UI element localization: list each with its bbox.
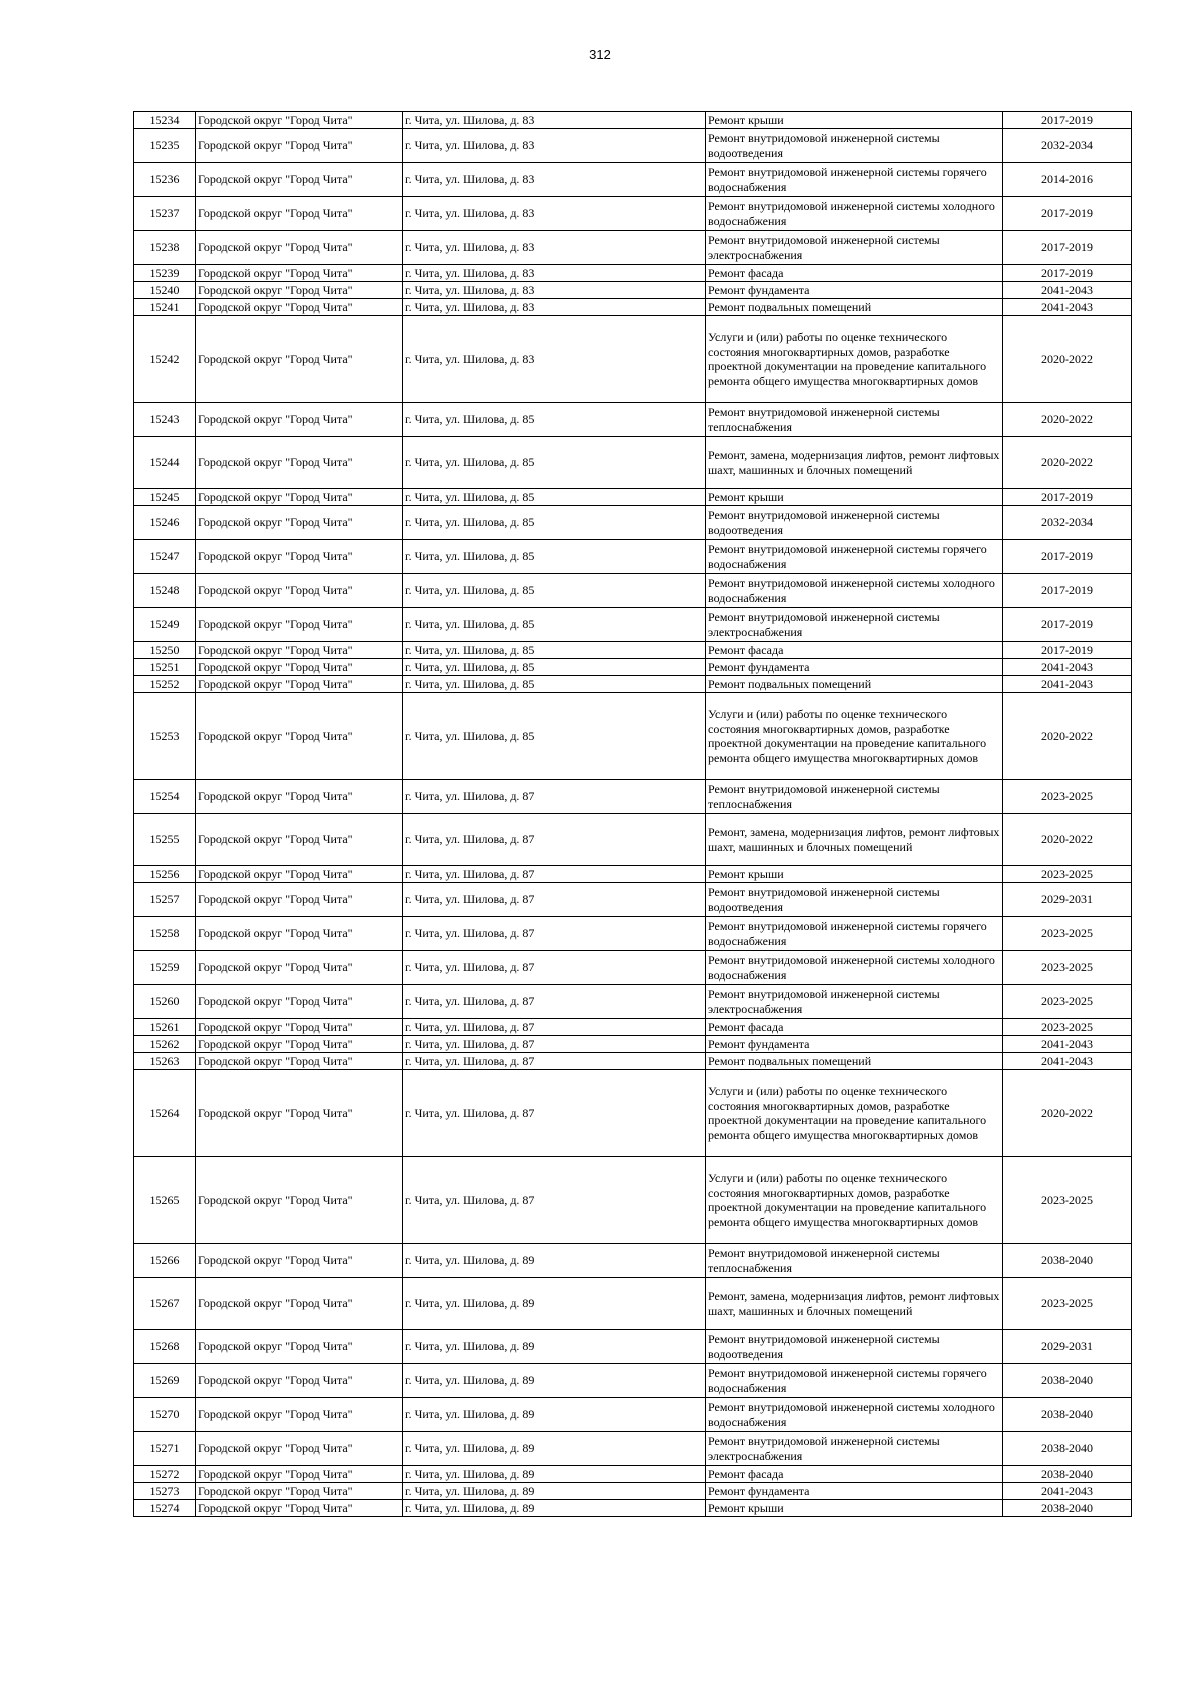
- cell-municipality: Городской округ "Город Чита": [196, 780, 403, 814]
- cell-address: г. Чита, ул. Шилова, д. 87: [403, 883, 706, 917]
- cell-period: 2023-2025: [1003, 780, 1132, 814]
- cell-period: 2023-2025: [1003, 985, 1132, 1019]
- table-row: [134, 780, 1132, 814]
- capital-repair-table: [133, 111, 1132, 1517]
- cell-period: 2020-2022: [1003, 437, 1132, 489]
- cell-work-type: Ремонт внутридомовой инженерной системы холодного водоснабжения: [706, 574, 1003, 608]
- cell-address: г. Чита, ул. Шилова, д. 89: [403, 1244, 706, 1278]
- cell-number: 15239: [134, 265, 196, 282]
- cell-number: 15236: [134, 163, 196, 197]
- cell-number: 15248: [134, 574, 196, 608]
- cell-municipality: Городской округ "Город Чита": [196, 282, 403, 299]
- table-row: [134, 951, 1132, 985]
- cell-work-type: Ремонт фундамента: [706, 659, 1003, 676]
- cell-municipality: Городской округ "Город Чита": [196, 1483, 403, 1500]
- cell-period: 2017-2019: [1003, 231, 1132, 265]
- table-row: [134, 814, 1132, 866]
- cell-municipality: Городской округ "Город Чита": [196, 693, 403, 780]
- cell-period: 2014-2016: [1003, 163, 1132, 197]
- table-row: [134, 231, 1132, 265]
- cell-period: 2041-2043: [1003, 1053, 1132, 1070]
- cell-municipality: Городской округ "Город Чита": [196, 1466, 403, 1483]
- cell-work-type: Ремонт внутридомовой инженерной системы водоотведения: [706, 506, 1003, 540]
- cell-work-type: Услуги и (или) работы по оценке технического состояния многоквартирных домов, разработке проектной документации на проведение капитального ремонта общего имущества многоквартирных домов: [706, 1157, 1003, 1244]
- cell-address: г. Чита, ул. Шилова, д. 87: [403, 780, 706, 814]
- cell-work-type: Ремонт фасада: [706, 265, 1003, 282]
- table-row: [134, 1364, 1132, 1398]
- cell-municipality: Городской округ "Город Чита": [196, 403, 403, 437]
- cell-number: 15245: [134, 489, 196, 506]
- table-row: [134, 574, 1132, 608]
- cell-period: 2020-2022: [1003, 814, 1132, 866]
- cell-address: г. Чита, ул. Шилова, д. 85: [403, 642, 706, 659]
- cell-period: 2017-2019: [1003, 489, 1132, 506]
- cell-period: 2017-2019: [1003, 574, 1132, 608]
- cell-work-type: Ремонт внутридомовой инженерной системы холодного водоснабжения: [706, 197, 1003, 231]
- cell-work-type: Ремонт внутридомовой инженерной системы электроснабжения: [706, 608, 1003, 642]
- cell-period: 2017-2019: [1003, 608, 1132, 642]
- table-row: [134, 1157, 1132, 1244]
- cell-address: г. Чита, ул. Шилова, д. 89: [403, 1364, 706, 1398]
- cell-number: 15256: [134, 866, 196, 883]
- table-row: [134, 608, 1132, 642]
- cell-municipality: Городской округ "Город Чита": [196, 1500, 403, 1517]
- cell-address: г. Чита, ул. Шилова, д. 85: [403, 659, 706, 676]
- cell-period: 2017-2019: [1003, 265, 1132, 282]
- cell-period: 2017-2019: [1003, 112, 1132, 129]
- cell-work-type: Услуги и (или) работы по оценке технического состояния многоквартирных домов, разработке проектной документации на проведение капитального ремонта общего имущества многоквартирных домов: [706, 1070, 1003, 1157]
- cell-work-type: Ремонт внутридомовой инженерной системы водоотведения: [706, 883, 1003, 917]
- cell-address: г. Чита, ул. Шилова, д. 83: [403, 282, 706, 299]
- table-row: [134, 642, 1132, 659]
- cell-number: 15235: [134, 129, 196, 163]
- cell-municipality: Городской округ "Город Чита": [196, 265, 403, 282]
- cell-address: г. Чита, ул. Шилова, д. 83: [403, 112, 706, 129]
- cell-municipality: Городской округ "Город Чита": [196, 1019, 403, 1036]
- cell-municipality: Городской округ "Город Чита": [196, 917, 403, 951]
- cell-number: 15260: [134, 985, 196, 1019]
- cell-work-type: Ремонт внутридомовой инженерной системы электроснабжения: [706, 1432, 1003, 1466]
- cell-number: 15241: [134, 299, 196, 316]
- cell-number: 15240: [134, 282, 196, 299]
- cell-address: г. Чита, ул. Шилова, д. 89: [403, 1466, 706, 1483]
- cell-municipality: Городской округ "Город Чита": [196, 1432, 403, 1466]
- cell-address: г. Чита, ул. Шилова, д. 87: [403, 917, 706, 951]
- cell-work-type: Ремонт фасада: [706, 1466, 1003, 1483]
- table-row: [134, 693, 1132, 780]
- cell-municipality: Городской округ "Город Чита": [196, 506, 403, 540]
- cell-period: 2041-2043: [1003, 1036, 1132, 1053]
- cell-work-type: Ремонт внутридомовой инженерной системы горячего водоснабжения: [706, 163, 1003, 197]
- cell-number: 15254: [134, 780, 196, 814]
- cell-period: 2017-2019: [1003, 540, 1132, 574]
- cell-municipality: Городской округ "Город Чита": [196, 437, 403, 489]
- cell-period: 2041-2043: [1003, 676, 1132, 693]
- table-row: [134, 437, 1132, 489]
- cell-municipality: Городской округ "Город Чита": [196, 1278, 403, 1330]
- cell-work-type: Ремонт крыши: [706, 112, 1003, 129]
- table-row: [134, 985, 1132, 1019]
- cell-number: 15261: [134, 1019, 196, 1036]
- cell-address: г. Чита, ул. Шилова, д. 83: [403, 265, 706, 282]
- page-number: 312: [589, 47, 611, 62]
- cell-work-type: Ремонт внутридомовой инженерной системы электроснабжения: [706, 985, 1003, 1019]
- cell-address: г. Чита, ул. Шилова, д. 87: [403, 985, 706, 1019]
- cell-period: 2038-2040: [1003, 1398, 1132, 1432]
- cell-municipality: Городской округ "Город Чита": [196, 883, 403, 917]
- cell-address: г. Чита, ул. Шилова, д. 83: [403, 163, 706, 197]
- cell-period: 2023-2025: [1003, 951, 1132, 985]
- cell-work-type: Ремонт фасада: [706, 1019, 1003, 1036]
- cell-address: г. Чита, ул. Шилова, д. 89: [403, 1500, 706, 1517]
- cell-number: 15269: [134, 1364, 196, 1398]
- cell-municipality: Городской округ "Город Чита": [196, 574, 403, 608]
- cell-work-type: Ремонт крыши: [706, 866, 1003, 883]
- cell-period: 2020-2022: [1003, 1070, 1132, 1157]
- cell-period: 2020-2022: [1003, 693, 1132, 780]
- cell-work-type: Ремонт подвальных помещений: [706, 1053, 1003, 1070]
- table-row: [134, 1244, 1132, 1278]
- cell-municipality: Городской округ "Город Чита": [196, 112, 403, 129]
- cell-period: 2041-2043: [1003, 659, 1132, 676]
- cell-address: г. Чита, ул. Шилова, д. 83: [403, 197, 706, 231]
- cell-period: 2017-2019: [1003, 642, 1132, 659]
- cell-municipality: Городской округ "Город Чита": [196, 676, 403, 693]
- cell-period: 2038-2040: [1003, 1432, 1132, 1466]
- cell-period: 2029-2031: [1003, 883, 1132, 917]
- table-row: [134, 282, 1132, 299]
- table-row: [134, 659, 1132, 676]
- cell-period: 2023-2025: [1003, 1278, 1132, 1330]
- cell-work-type: Ремонт внутридомовой инженерной системы электроснабжения: [706, 231, 1003, 265]
- cell-municipality: Городской округ "Город Чита": [196, 1036, 403, 1053]
- cell-period: 2032-2034: [1003, 129, 1132, 163]
- cell-address: г. Чита, ул. Шилова, д. 89: [403, 1398, 706, 1432]
- cell-period: 2023-2025: [1003, 1157, 1132, 1244]
- cell-address: г. Чита, ул. Шилова, д. 89: [403, 1432, 706, 1466]
- table-row: [134, 129, 1132, 163]
- cell-work-type: Ремонт фундамента: [706, 1483, 1003, 1500]
- cell-municipality: Городской округ "Город Чита": [196, 659, 403, 676]
- cell-number: 15263: [134, 1053, 196, 1070]
- cell-address: г. Чита, ул. Шилова, д. 87: [403, 1157, 706, 1244]
- table-row: [134, 1330, 1132, 1364]
- cell-municipality: Городской округ "Город Чита": [196, 1053, 403, 1070]
- cell-number: 15238: [134, 231, 196, 265]
- cell-number: 15253: [134, 693, 196, 780]
- cell-municipality: Городской округ "Город Чита": [196, 299, 403, 316]
- cell-address: г. Чита, ул. Шилова, д. 83: [403, 316, 706, 403]
- cell-work-type: Ремонт, замена, модернизация лифтов, ремонт лифтовых шахт, машинных и блочных помещений: [706, 437, 1003, 489]
- cell-address: г. Чита, ул. Шилова, д. 87: [403, 951, 706, 985]
- cell-work-type: Ремонт подвальных помещений: [706, 299, 1003, 316]
- cell-municipality: Городской округ "Город Чита": [196, 540, 403, 574]
- cell-number: 15234: [134, 112, 196, 129]
- cell-period: 2041-2043: [1003, 1483, 1132, 1500]
- cell-period: 2023-2025: [1003, 917, 1132, 951]
- cell-number: 15264: [134, 1070, 196, 1157]
- table-row: [134, 676, 1132, 693]
- table-row: [134, 1398, 1132, 1432]
- cell-work-type: Ремонт крыши: [706, 489, 1003, 506]
- cell-municipality: Городской округ "Город Чита": [196, 1330, 403, 1364]
- cell-period: 2038-2040: [1003, 1466, 1132, 1483]
- cell-address: г. Чита, ул. Шилова, д. 87: [403, 1019, 706, 1036]
- cell-work-type: Ремонт внутридомовой инженерной системы водоотведения: [706, 129, 1003, 163]
- cell-work-type: Ремонт внутридомовой инженерной системы теплоснабжения: [706, 1244, 1003, 1278]
- cell-number: 15266: [134, 1244, 196, 1278]
- table-row: [134, 506, 1132, 540]
- cell-municipality: Городской округ "Город Чита": [196, 489, 403, 506]
- cell-number: 15252: [134, 676, 196, 693]
- table-row: [134, 1019, 1132, 1036]
- cell-address: г. Чита, ул. Шилова, д. 89: [403, 1278, 706, 1330]
- cell-work-type: Услуги и (или) работы по оценке технического состояния многоквартирных домов, разработке проектной документации на проведение капитального ремонта общего имущества многоквартирных домов: [706, 316, 1003, 403]
- cell-address: г. Чита, ул. Шилова, д. 85: [403, 506, 706, 540]
- table-row: [134, 1500, 1132, 1517]
- cell-period: 2020-2022: [1003, 316, 1132, 403]
- cell-period: 2020-2022: [1003, 403, 1132, 437]
- cell-municipality: Городской округ "Город Чита": [196, 316, 403, 403]
- cell-work-type: Ремонт внутридомовой инженерной системы теплоснабжения: [706, 780, 1003, 814]
- cell-period: 2017-2019: [1003, 197, 1132, 231]
- cell-work-type: Ремонт внутридомовой инженерной системы холодного водоснабжения: [706, 1398, 1003, 1432]
- cell-address: г. Чита, ул. Шилова, д. 89: [403, 1483, 706, 1500]
- cell-number: 15273: [134, 1483, 196, 1500]
- cell-period: 2038-2040: [1003, 1244, 1132, 1278]
- cell-number: 15237: [134, 197, 196, 231]
- table-row: [134, 1466, 1132, 1483]
- cell-address: г. Чита, ул. Шилова, д. 87: [403, 866, 706, 883]
- cell-address: г. Чита, ул. Шилова, д. 87: [403, 1053, 706, 1070]
- cell-municipality: Городской округ "Город Чита": [196, 642, 403, 659]
- cell-period: 2038-2040: [1003, 1364, 1132, 1398]
- cell-address: г. Чита, ул. Шилова, д. 83: [403, 299, 706, 316]
- table-row: [134, 1432, 1132, 1466]
- cell-address: г. Чита, ул. Шилова, д. 83: [403, 231, 706, 265]
- cell-address: г. Чита, ул. Шилова, д. 83: [403, 129, 706, 163]
- cell-municipality: Городской округ "Город Чита": [196, 951, 403, 985]
- cell-number: 15262: [134, 1036, 196, 1053]
- cell-address: г. Чита, ул. Шилова, д. 85: [403, 437, 706, 489]
- cell-number: 15272: [134, 1466, 196, 1483]
- table-row: [134, 1483, 1132, 1500]
- cell-number: 15249: [134, 608, 196, 642]
- cell-work-type: Ремонт внутридомовой инженерной системы водоотведения: [706, 1330, 1003, 1364]
- cell-municipality: Городской округ "Город Чита": [196, 608, 403, 642]
- cell-municipality: Городской округ "Город Чита": [196, 1364, 403, 1398]
- cell-address: г. Чита, ул. Шилова, д. 85: [403, 540, 706, 574]
- cell-number: 15255: [134, 814, 196, 866]
- table-row: [134, 1278, 1132, 1330]
- cell-address: г. Чита, ул. Шилова, д. 85: [403, 489, 706, 506]
- table-row: [134, 1053, 1132, 1070]
- cell-period: 2023-2025: [1003, 866, 1132, 883]
- table-row: [134, 112, 1132, 129]
- cell-work-type: Ремонт, замена, модернизация лифтов, ремонт лифтовых шахт, машинных и блочных помещений: [706, 814, 1003, 866]
- cell-municipality: Городской округ "Город Чита": [196, 1157, 403, 1244]
- cell-address: г. Чита, ул. Шилова, д. 85: [403, 574, 706, 608]
- table-row: [134, 265, 1132, 282]
- cell-work-type: Ремонт фундамента: [706, 282, 1003, 299]
- cell-work-type: Ремонт внутридомовой инженерной системы теплоснабжения: [706, 403, 1003, 437]
- cell-work-type: Ремонт крыши: [706, 1500, 1003, 1517]
- table-row: [134, 917, 1132, 951]
- cell-municipality: Городской округ "Город Чита": [196, 129, 403, 163]
- cell-municipality: Городской округ "Город Чита": [196, 1398, 403, 1432]
- cell-municipality: Городской округ "Город Чита": [196, 866, 403, 883]
- table-row: [134, 403, 1132, 437]
- table-row: [134, 866, 1132, 883]
- cell-municipality: Городской округ "Город Чита": [196, 1244, 403, 1278]
- cell-address: г. Чита, ул. Шилова, д. 87: [403, 1070, 706, 1157]
- cell-number: 15250: [134, 642, 196, 659]
- cell-municipality: Городской округ "Город Чита": [196, 1070, 403, 1157]
- cell-period: 2038-2040: [1003, 1500, 1132, 1517]
- table-row: [134, 540, 1132, 574]
- cell-municipality: Городской округ "Город Чита": [196, 231, 403, 265]
- cell-number: 15243: [134, 403, 196, 437]
- table-row: [134, 1070, 1132, 1157]
- cell-work-type: Ремонт внутридомовой инженерной системы горячего водоснабжения: [706, 917, 1003, 951]
- cell-number: 15247: [134, 540, 196, 574]
- cell-municipality: Городской округ "Город Чита": [196, 814, 403, 866]
- cell-work-type: Ремонт подвальных помещений: [706, 676, 1003, 693]
- cell-work-type: Ремонт внутридомовой инженерной системы холодного водоснабжения: [706, 951, 1003, 985]
- table-row: [134, 1036, 1132, 1053]
- cell-address: г. Чита, ул. Шилова, д. 87: [403, 814, 706, 866]
- cell-municipality: Городской округ "Город Чита": [196, 163, 403, 197]
- cell-number: 15242: [134, 316, 196, 403]
- cell-work-type: Ремонт, замена, модернизация лифтов, ремонт лифтовых шахт, машинных и блочных помещений: [706, 1278, 1003, 1330]
- cell-period: 2041-2043: [1003, 299, 1132, 316]
- cell-period: 2041-2043: [1003, 282, 1132, 299]
- cell-work-type: Ремонт фундамента: [706, 1036, 1003, 1053]
- cell-number: 15259: [134, 951, 196, 985]
- cell-municipality: Городской округ "Город Чита": [196, 985, 403, 1019]
- table-row: [134, 163, 1132, 197]
- cell-number: 15257: [134, 883, 196, 917]
- cell-number: 15274: [134, 1500, 196, 1517]
- cell-address: г. Чита, ул. Шилова, д. 85: [403, 608, 706, 642]
- cell-number: 15267: [134, 1278, 196, 1330]
- table-row: [134, 299, 1132, 316]
- table-row: [134, 489, 1132, 506]
- cell-period: 2032-2034: [1003, 506, 1132, 540]
- table-row: [134, 197, 1132, 231]
- cell-address: г. Чита, ул. Шилова, д. 85: [403, 676, 706, 693]
- table-row: [134, 883, 1132, 917]
- table-body: [134, 112, 1132, 1517]
- cell-number: 15246: [134, 506, 196, 540]
- cell-number: 15265: [134, 1157, 196, 1244]
- cell-period: 2023-2025: [1003, 1019, 1132, 1036]
- cell-work-type: Ремонт фасада: [706, 642, 1003, 659]
- cell-number: 15244: [134, 437, 196, 489]
- cell-number: 15251: [134, 659, 196, 676]
- cell-period: 2029-2031: [1003, 1330, 1132, 1364]
- cell-address: г. Чита, ул. Шилова, д. 89: [403, 1330, 706, 1364]
- cell-work-type: Услуги и (или) работы по оценке технического состояния многоквартирных домов, разработке проектной документации на проведение капитального ремонта общего имущества многоквартирных домов: [706, 693, 1003, 780]
- cell-work-type: Ремонт внутридомовой инженерной системы горячего водоснабжения: [706, 1364, 1003, 1398]
- table-row: [134, 316, 1132, 403]
- cell-number: 15268: [134, 1330, 196, 1364]
- cell-number: 15258: [134, 917, 196, 951]
- cell-address: г. Чита, ул. Шилова, д. 87: [403, 1036, 706, 1053]
- cell-number: 15270: [134, 1398, 196, 1432]
- cell-work-type: Ремонт внутридомовой инженерной системы горячего водоснабжения: [706, 540, 1003, 574]
- cell-address: г. Чита, ул. Шилова, д. 85: [403, 693, 706, 780]
- cell-number: 15271: [134, 1432, 196, 1466]
- cell-municipality: Городской округ "Город Чита": [196, 197, 403, 231]
- cell-address: г. Чита, ул. Шилова, д. 85: [403, 403, 706, 437]
